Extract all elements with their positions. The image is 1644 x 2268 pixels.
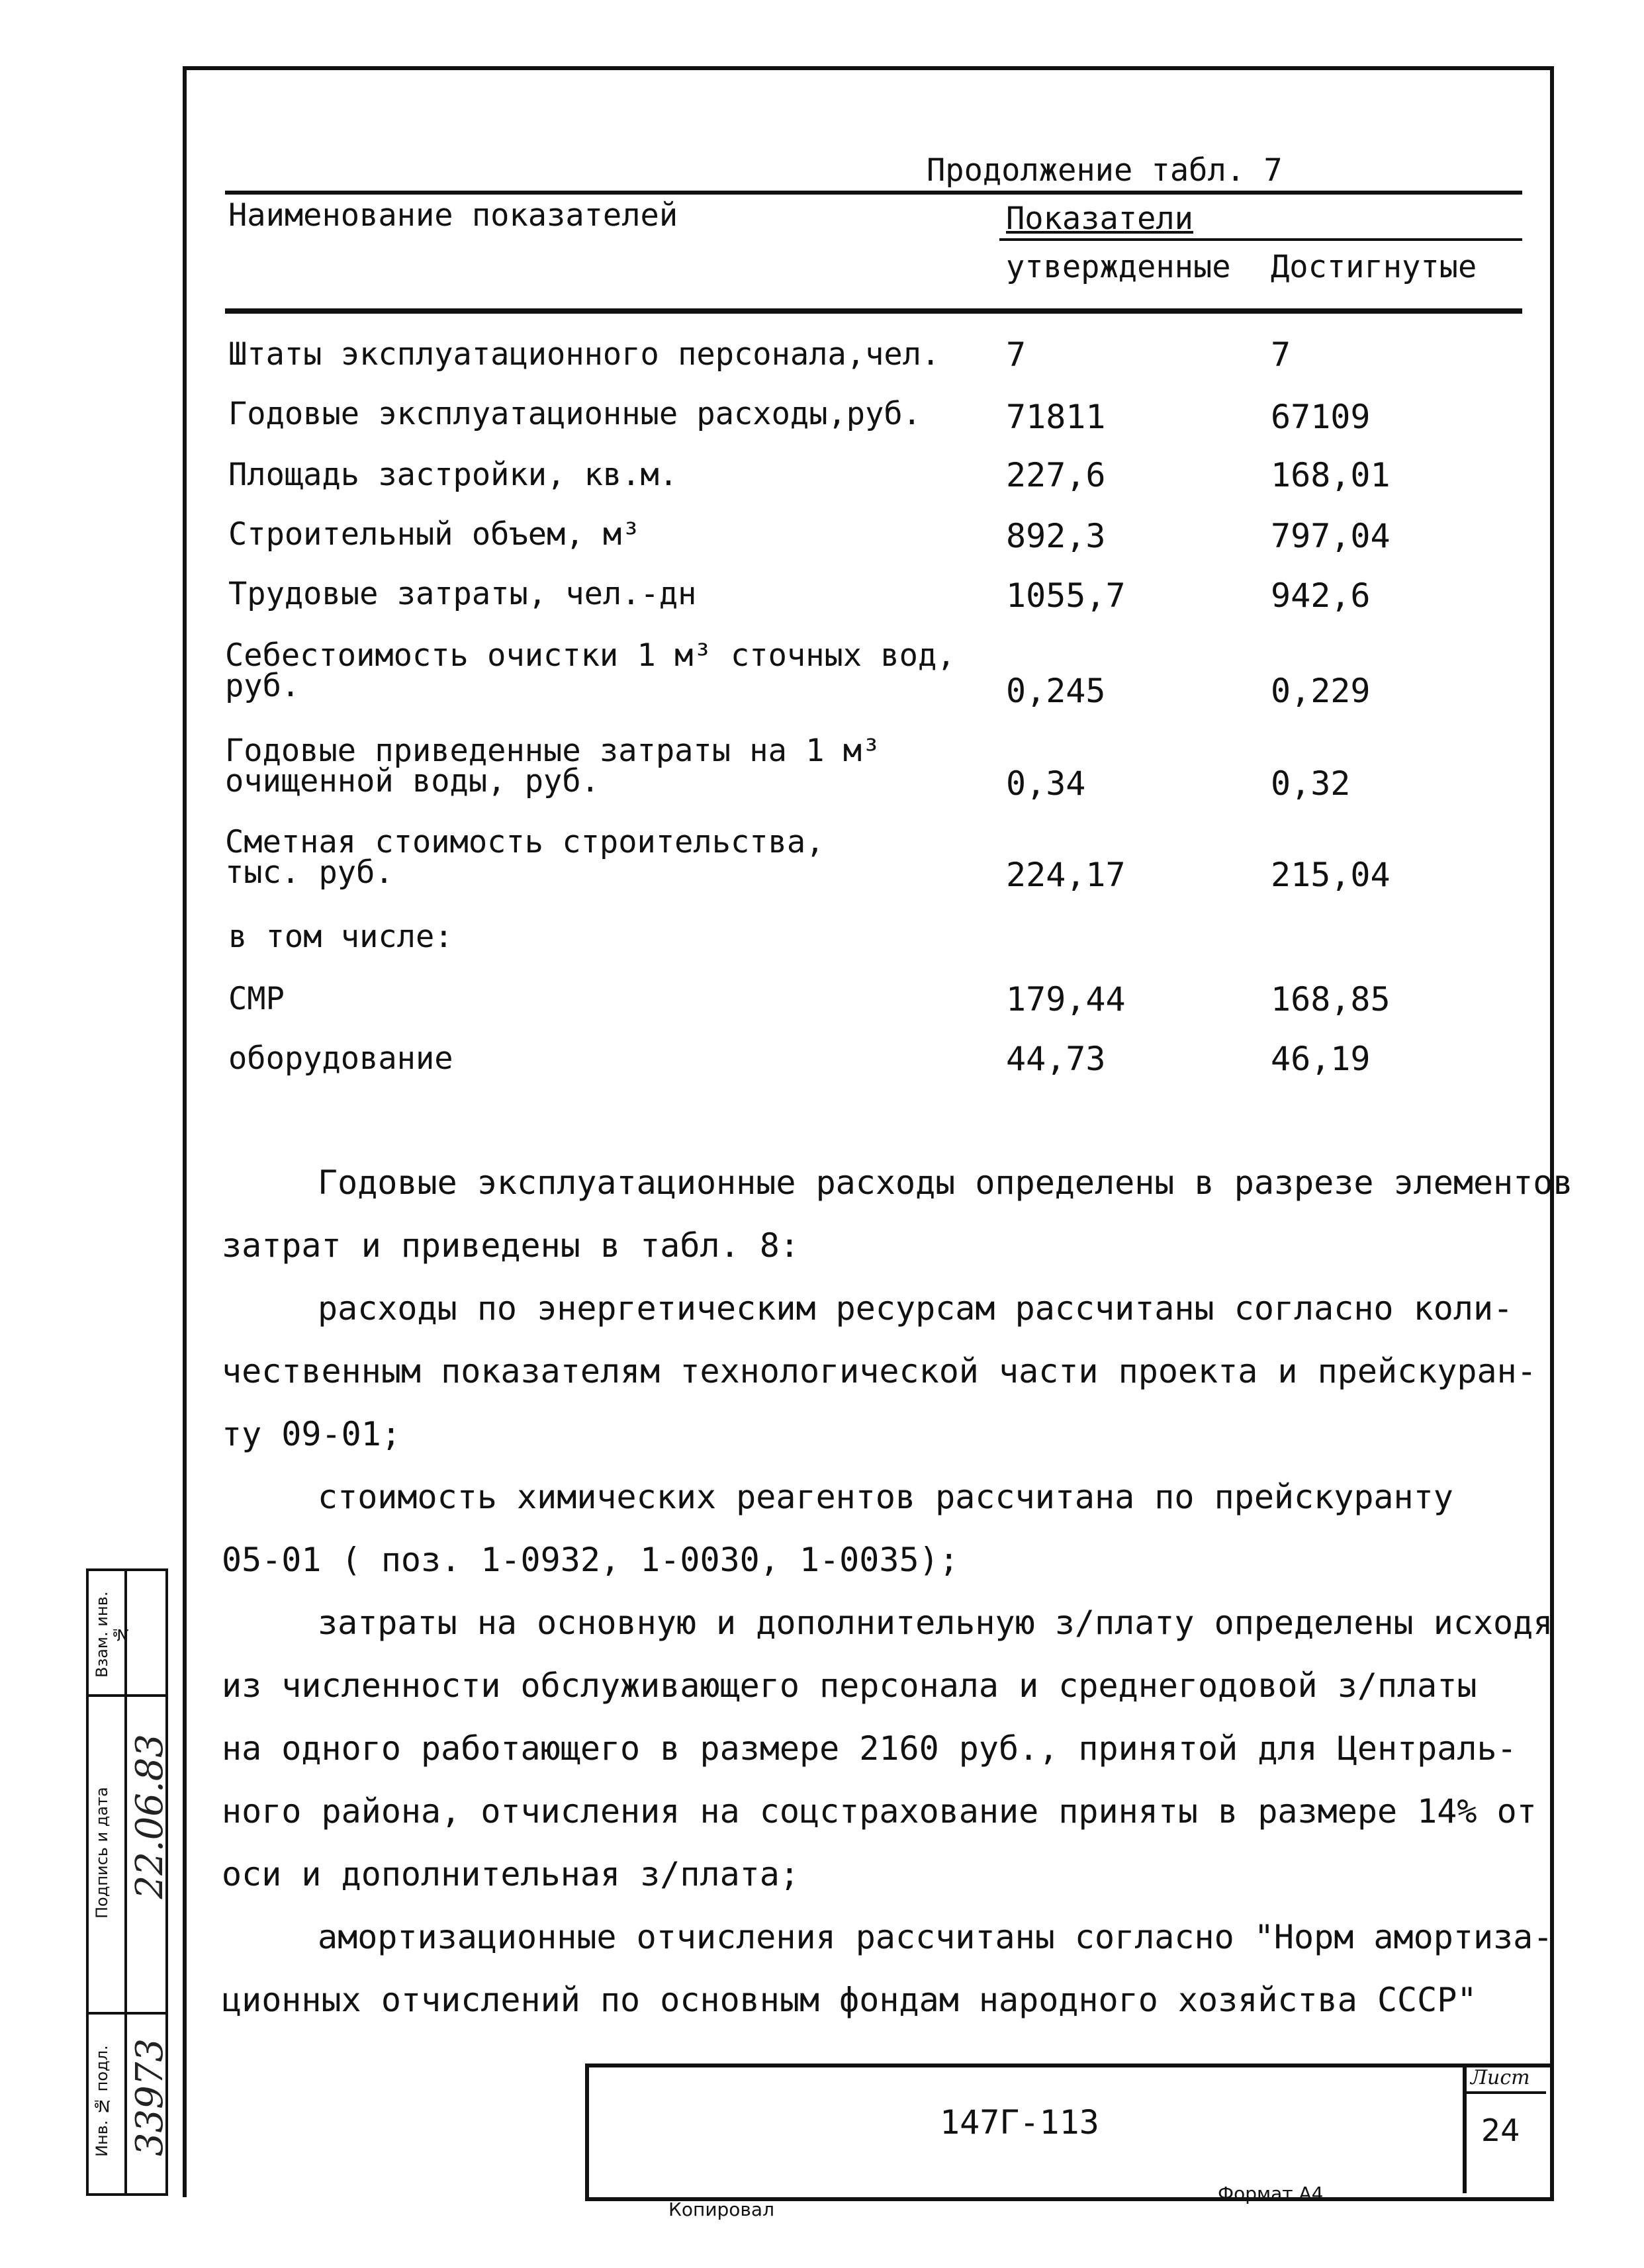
paragraph-line: чественным показателям технологической части проекта и прейскуран-: [222, 1352, 1537, 1390]
table-row-label: Годовые приведенные затраты на 1 м³ очищенной воды, руб.: [225, 733, 881, 799]
table-row-achieved: 215,04: [1271, 856, 1391, 894]
table-row-label: в том числе:: [228, 919, 453, 955]
table-row-approved: 7: [1006, 336, 1027, 374]
table-row-label: Штаты эксплуатационного персонала,чел.: [228, 336, 940, 373]
signature-date-value: 22.06.83: [128, 1734, 171, 1899]
table-row-approved: 0,34: [1006, 764, 1086, 803]
inv-number-label: Инв. № подл.: [93, 2045, 111, 2157]
col-achieved-header: Достигнутые: [1271, 249, 1477, 285]
paragraph-line: ного района, отчисления на соцстрахование приняты в размере 14% от: [222, 1792, 1537, 1831]
copied-by-label: Копировал: [668, 2199, 774, 2220]
format-label: Формат А4: [1218, 2183, 1324, 2204]
table-row-approved: 227,6: [1006, 456, 1106, 494]
table-row-approved: 44,73: [1006, 1040, 1106, 1078]
paragraph-line: затраты на основную и дополнительную з/плату определены исходя: [318, 1604, 1553, 1642]
side-row-rule: [86, 1694, 168, 1697]
table-row-label: оборудование: [228, 1040, 453, 1077]
table-row-label: Годовые эксплуатационные расходы,руб.: [228, 396, 921, 432]
paragraph-line: ционных отчислений по основным фондам народного хозяйства СССР": [222, 1981, 1477, 2019]
table-row-label: Трудовые затраты, чел.-дн: [228, 576, 697, 612]
table-row-approved: 0,245: [1006, 672, 1106, 710]
paragraph-line: оси и дополнительная з/плата;: [222, 1855, 799, 1893]
table-row-achieved: 797,04: [1271, 517, 1391, 555]
paragraph-line: на одного работающего в размере 2160 руб., принятой для Централь-: [222, 1729, 1517, 1768]
table-row-approved: 224,17: [1006, 856, 1126, 894]
inv-number-value: 33973: [128, 2038, 171, 2157]
col-group-header: Показатели: [1006, 201, 1193, 237]
table-row-achieved: 46,19: [1271, 1040, 1371, 1078]
table-row-approved: 892,3: [1006, 517, 1106, 555]
stamp-sheet-rule: [1463, 2091, 1546, 2094]
table-row-label: Площадь застройки, кв.м.: [228, 457, 678, 493]
stamp-divider: [1463, 2064, 1467, 2193]
signature-date-label: Подпись и дата: [93, 1787, 111, 1919]
col-name-header: Наименование показателей: [228, 197, 678, 234]
col-approved-header: утвержденные: [1006, 249, 1231, 285]
table-row-approved: 179,44: [1006, 980, 1126, 1019]
table-row-label: Строительный объем, м³: [228, 516, 641, 553]
paragraph-line: 05-01 ( поз. 1-0932, 1-0030, 1-0035);: [222, 1541, 959, 1579]
table-continuation-label: Продолжение табл. 7: [927, 152, 1283, 189]
header-bottom-rule: [225, 308, 1522, 314]
table-row-achieved: 0,32: [1271, 764, 1351, 803]
paragraph-line: Годовые эксплуатационные расходы определены в разрезе элементов: [318, 1163, 1573, 1202]
table-row-achieved: 7: [1271, 336, 1291, 374]
table-row-label: СМР: [228, 981, 285, 1017]
paragraph-line: амортизационные отчисления рассчитаны согласно "Норм амортиза-: [318, 1918, 1553, 1956]
table-row-achieved: 168,85: [1271, 980, 1391, 1019]
table-row-approved: 1055,7: [1006, 576, 1126, 615]
group-rule: [999, 238, 1522, 241]
side-row-rule: [86, 2012, 168, 2015]
sheet-label: Лист: [1471, 2066, 1530, 2089]
table-top-rule: [225, 191, 1522, 195]
table-row-approved: 71811: [1006, 398, 1106, 436]
table-row-achieved: 67109: [1271, 398, 1371, 436]
table-row-achieved: 0,229: [1271, 672, 1371, 710]
table-row-achieved: 168,01: [1271, 456, 1391, 494]
table-row-label: Себестоимость очистки 1 м³ сточных вод, руб.: [225, 637, 956, 704]
replace-inv-label: Взам. инв. №: [93, 1591, 130, 1678]
table-row-achieved: 942,6: [1271, 576, 1371, 615]
paragraph-line: ту 09-01;: [222, 1415, 401, 1453]
table-row-label: Сметная стоимость строительства, тыс. руб.: [225, 824, 825, 891]
document-code: 147Г-113: [940, 2103, 1099, 2142]
paragraph-line: стоимость химических реагентов рассчитана по прейскуранту: [318, 1478, 1453, 1516]
paragraph-line: затрат и приведены в табл. 8:: [222, 1226, 799, 1265]
paragraph-line: из численности обслуживающего персонала и среднегодовой з/платы: [222, 1666, 1477, 1705]
paragraph-line: расходы по энергетическим ресурсам рассчитаны согласно коли-: [318, 1289, 1514, 1328]
sheet-number: 24: [1481, 2112, 1520, 2148]
